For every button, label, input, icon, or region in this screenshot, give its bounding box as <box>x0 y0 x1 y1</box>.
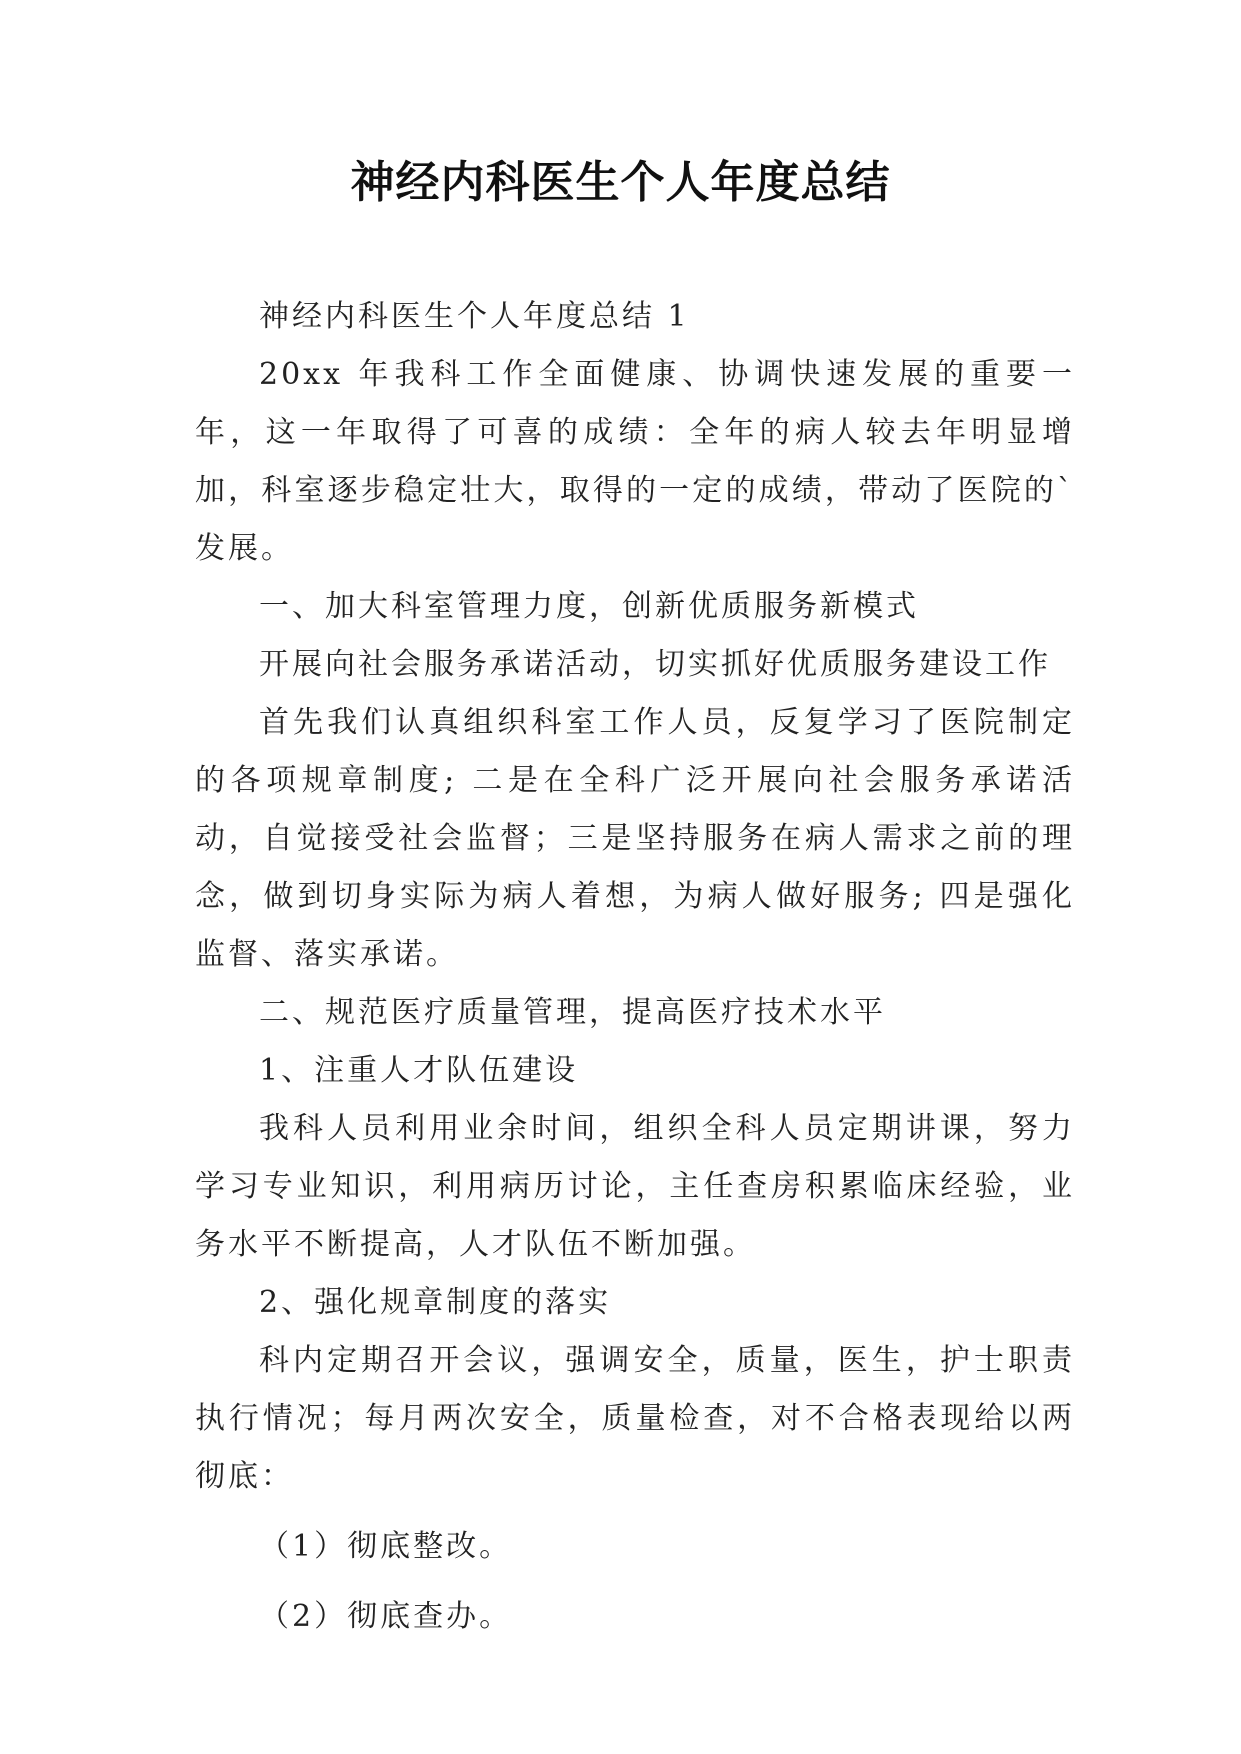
heading-management: 一、加大科室管理力度，创新优质服务新模式 <box>259 589 919 624</box>
subheading-rules: 2、强化规章制度的落实 <box>259 1285 612 1320</box>
subheading-talent: 1、注重人才队伍建设 <box>259 1053 579 1088</box>
list-item: （2）彻底查办。 <box>259 1599 513 1634</box>
list-item: （1）彻底整改。 <box>259 1529 513 1564</box>
rules-paragraph: 科内定期召开会议，强调安全，质量，医生，护士职责执行情况；每月两次安全，质量检查，对不合格表现给以两彻底： <box>195 1343 1075 1494</box>
intro-paragraph: 20xx 年我科工作全面健康、协调快速发展的重要一年，这一年取得了可喜的成绩：全年的病人较去年明显增加，科室逐步稳定壮大，取得的一定的成绩，带动了医院的`发展。 <box>195 357 1075 566</box>
talent-paragraph: 我科人员利用业余时间，组织全科人员定期讲课，努力学习专业知识，利用病历讨论，主任查房积累临床经验，业务水平不断提高，人才队伍不断加强。 <box>195 1111 1075 1262</box>
service-commitment-line: 开展向社会服务承诺活动，切实抓好优质服务建设工作 <box>259 647 1051 682</box>
management-paragraph: 首先我们认真组织科室工作人员，反复学习了医院制定的各项规章制度; 二是在全科广泛开展向社会服务承诺活动，自觉接受社会监督；三是坚持服务在病人需求之前的理念，做到切身实际为病人着想，为病人做好服务; 四是强化监督、落实承诺。 <box>195 705 1075 972</box>
document-body <box>195 288 1075 1646</box>
section-heading: 神经内科医生个人年度总结 1 <box>259 299 690 334</box>
document-title: 神经内科医生个人年度总结 <box>350 157 891 208</box>
heading-quality: 二、规范医疗质量管理，提高医疗技术水平 <box>259 995 886 1030</box>
